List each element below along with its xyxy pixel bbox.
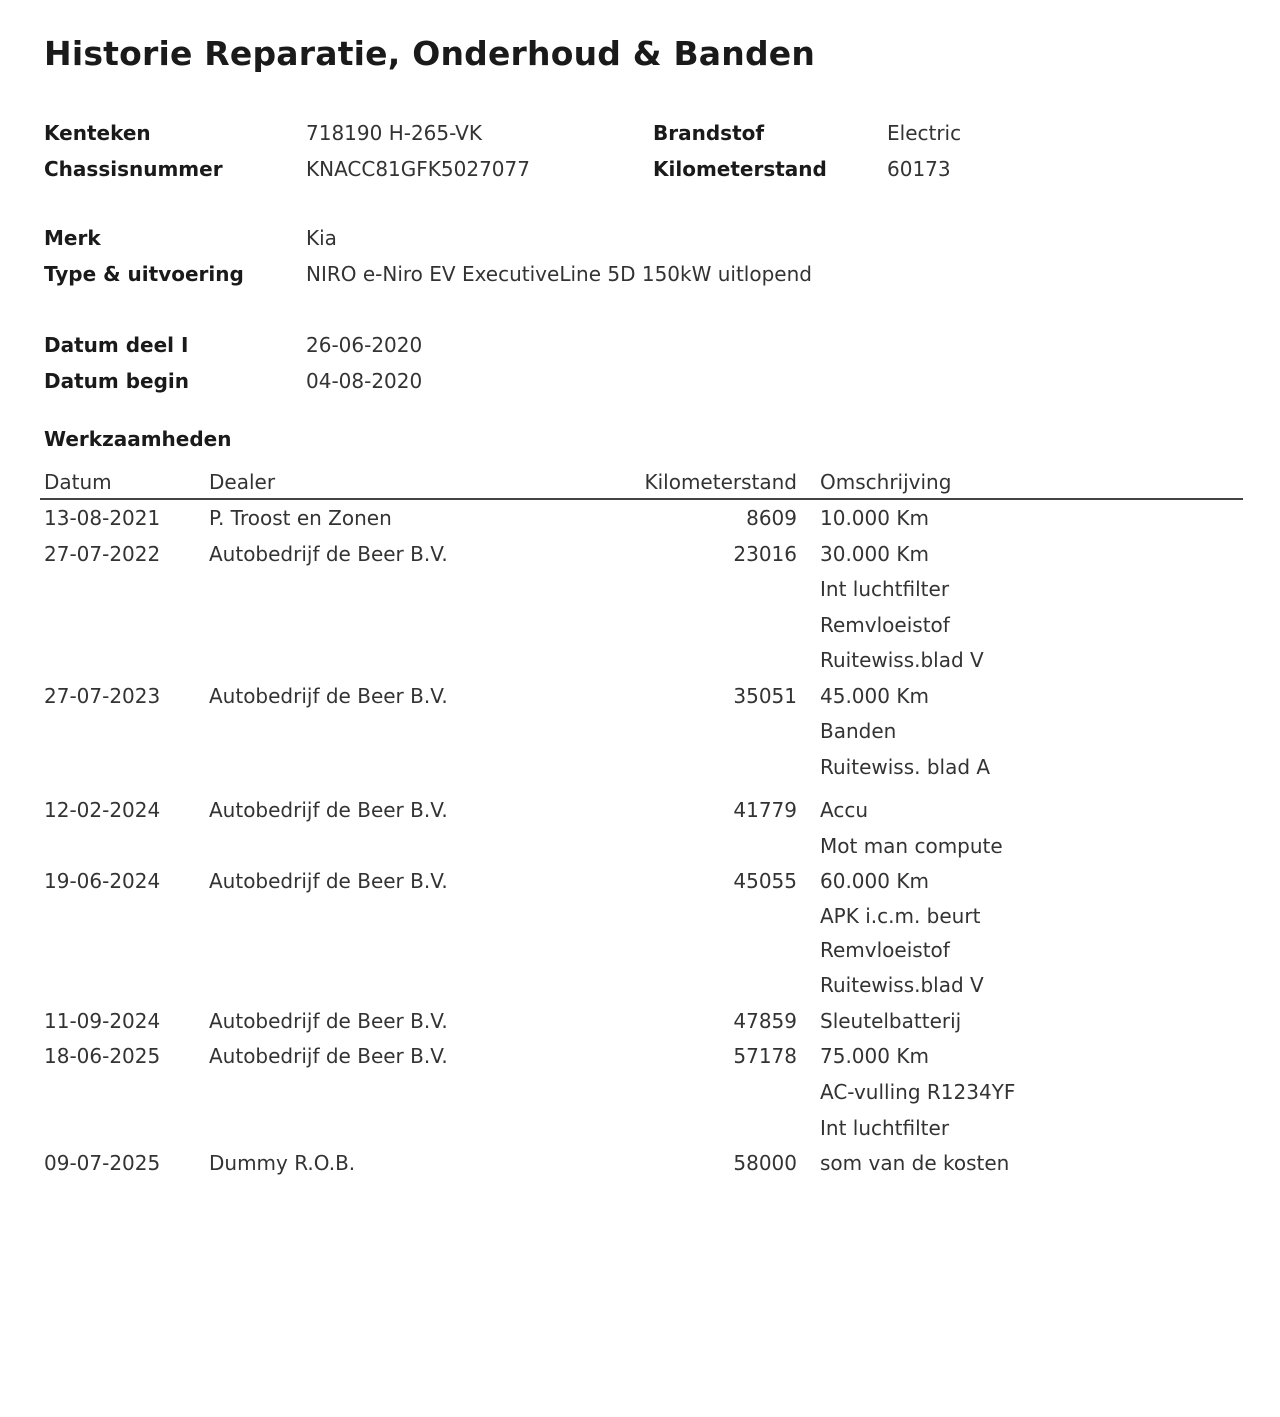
brandstof-label: Brandstof [653, 121, 765, 145]
row-km: 8609 [746, 506, 797, 530]
row-dealer: Autobedrijf de Beer B.V. [209, 1044, 448, 1068]
row-km: 57178 [733, 1044, 797, 1068]
table-row [0, 607, 1280, 643]
page-title: Historie Reparatie, Onderhoud & Banden [44, 34, 816, 73]
table-row [0, 898, 1280, 934]
column-header-km: Kilometerstand [644, 470, 797, 494]
table-row [0, 749, 1280, 785]
brandstof-value: Electric [887, 121, 962, 145]
row-date: 27-07-2023 [44, 684, 161, 708]
table-row [0, 792, 1280, 828]
merk-label: Merk [44, 226, 101, 250]
row-desc: Accu [820, 798, 868, 822]
row-dealer: Autobedrijf de Beer B.V. [209, 684, 448, 708]
row-date: 12-02-2024 [44, 798, 161, 822]
row-desc: 60.000 Km [820, 869, 929, 893]
row-date: 18-06-2025 [44, 1044, 161, 1068]
row-km: 23016 [733, 542, 797, 566]
row-date: 13-08-2021 [44, 506, 161, 530]
row-desc: Mot man compute [820, 834, 1003, 858]
row-desc: Ruitewiss. blad A [820, 755, 991, 779]
chassisnummer-label: Chassisnummer [44, 157, 223, 181]
row-desc: Int luchtfilter [820, 577, 950, 601]
row-dealer: P. Troost en Zonen [209, 506, 392, 530]
row-dealer: Autobedrijf de Beer B.V. [209, 1009, 448, 1033]
table-row [0, 863, 1280, 899]
datum-begin-label: Datum begin [44, 369, 189, 393]
table-row [0, 1003, 1280, 1039]
row-desc: 30.000 Km [820, 542, 929, 566]
type-label: Type & uitvoering [44, 262, 244, 286]
row-desc: 75.000 Km [820, 1044, 929, 1068]
row-desc: Ruitewiss.blad V [820, 648, 984, 672]
row-desc: som van de kosten [820, 1151, 1010, 1175]
row-desc: Sleutelbatterij [820, 1009, 962, 1033]
row-desc: AC-vulling R1234YF [820, 1080, 1016, 1104]
table-row [0, 571, 1280, 607]
row-desc: Remvloeistof [820, 938, 950, 962]
row-dealer: Autobedrijf de Beer B.V. [209, 869, 448, 893]
datum-deel-label: Datum deel I [44, 333, 189, 357]
row-desc: Banden [820, 719, 897, 743]
kilometerstand-value: 60173 [887, 157, 951, 181]
row-date: 27-07-2022 [44, 542, 161, 566]
table-row [0, 500, 1280, 536]
table-row [0, 1074, 1280, 1110]
table-row [0, 828, 1280, 864]
row-desc: Int luchtfilter [820, 1116, 950, 1140]
row-desc: Ruitewiss.blad V [820, 973, 984, 997]
column-header-date: Datum [44, 470, 112, 494]
table-row [0, 1038, 1280, 1074]
datum-begin-value: 04-08-2020 [306, 369, 423, 393]
table-row [0, 642, 1280, 678]
row-desc: 45.000 Km [820, 684, 929, 708]
row-date: 09-07-2025 [44, 1151, 161, 1175]
table-row [0, 967, 1280, 1003]
row-dealer: Dummy R.O.B. [209, 1151, 356, 1175]
row-desc: APK i.c.m. beurt [820, 904, 981, 928]
row-desc: Remvloeistof [820, 613, 950, 637]
row-desc: 10.000 Km [820, 506, 929, 530]
row-km: 41779 [733, 798, 797, 822]
row-km: 45055 [733, 869, 797, 893]
row-km: 58000 [733, 1151, 797, 1175]
table-row [0, 713, 1280, 749]
merk-value: Kia [306, 226, 337, 250]
row-dealer: Autobedrijf de Beer B.V. [209, 798, 448, 822]
kenteken-value: 718190 H-265-VK [306, 121, 482, 145]
column-header-desc: Omschrijving [820, 470, 952, 494]
kilometerstand-label: Kilometerstand [653, 157, 827, 181]
datum-deel-value: 26-06-2020 [306, 333, 423, 357]
row-km: 47859 [733, 1009, 797, 1033]
column-header-dealer: Dealer [209, 470, 276, 494]
table-row [0, 932, 1280, 968]
row-dealer: Autobedrijf de Beer B.V. [209, 542, 448, 566]
kenteken-label: Kenteken [44, 121, 151, 145]
table-row [0, 536, 1280, 572]
werkzaamheden-heading: Werkzaamheden [44, 427, 232, 451]
type-value: NIRO e-Niro EV ExecutiveLine 5D 150kW uitlopend [306, 262, 812, 286]
table-row [0, 678, 1280, 714]
chassisnummer-value: KNACC81GFK5027077 [306, 157, 530, 181]
row-km: 35051 [733, 684, 797, 708]
row-date: 19-06-2024 [44, 869, 161, 893]
row-date: 11-09-2024 [44, 1009, 161, 1033]
table-row [0, 1145, 1280, 1181]
table-row [0, 1110, 1280, 1146]
